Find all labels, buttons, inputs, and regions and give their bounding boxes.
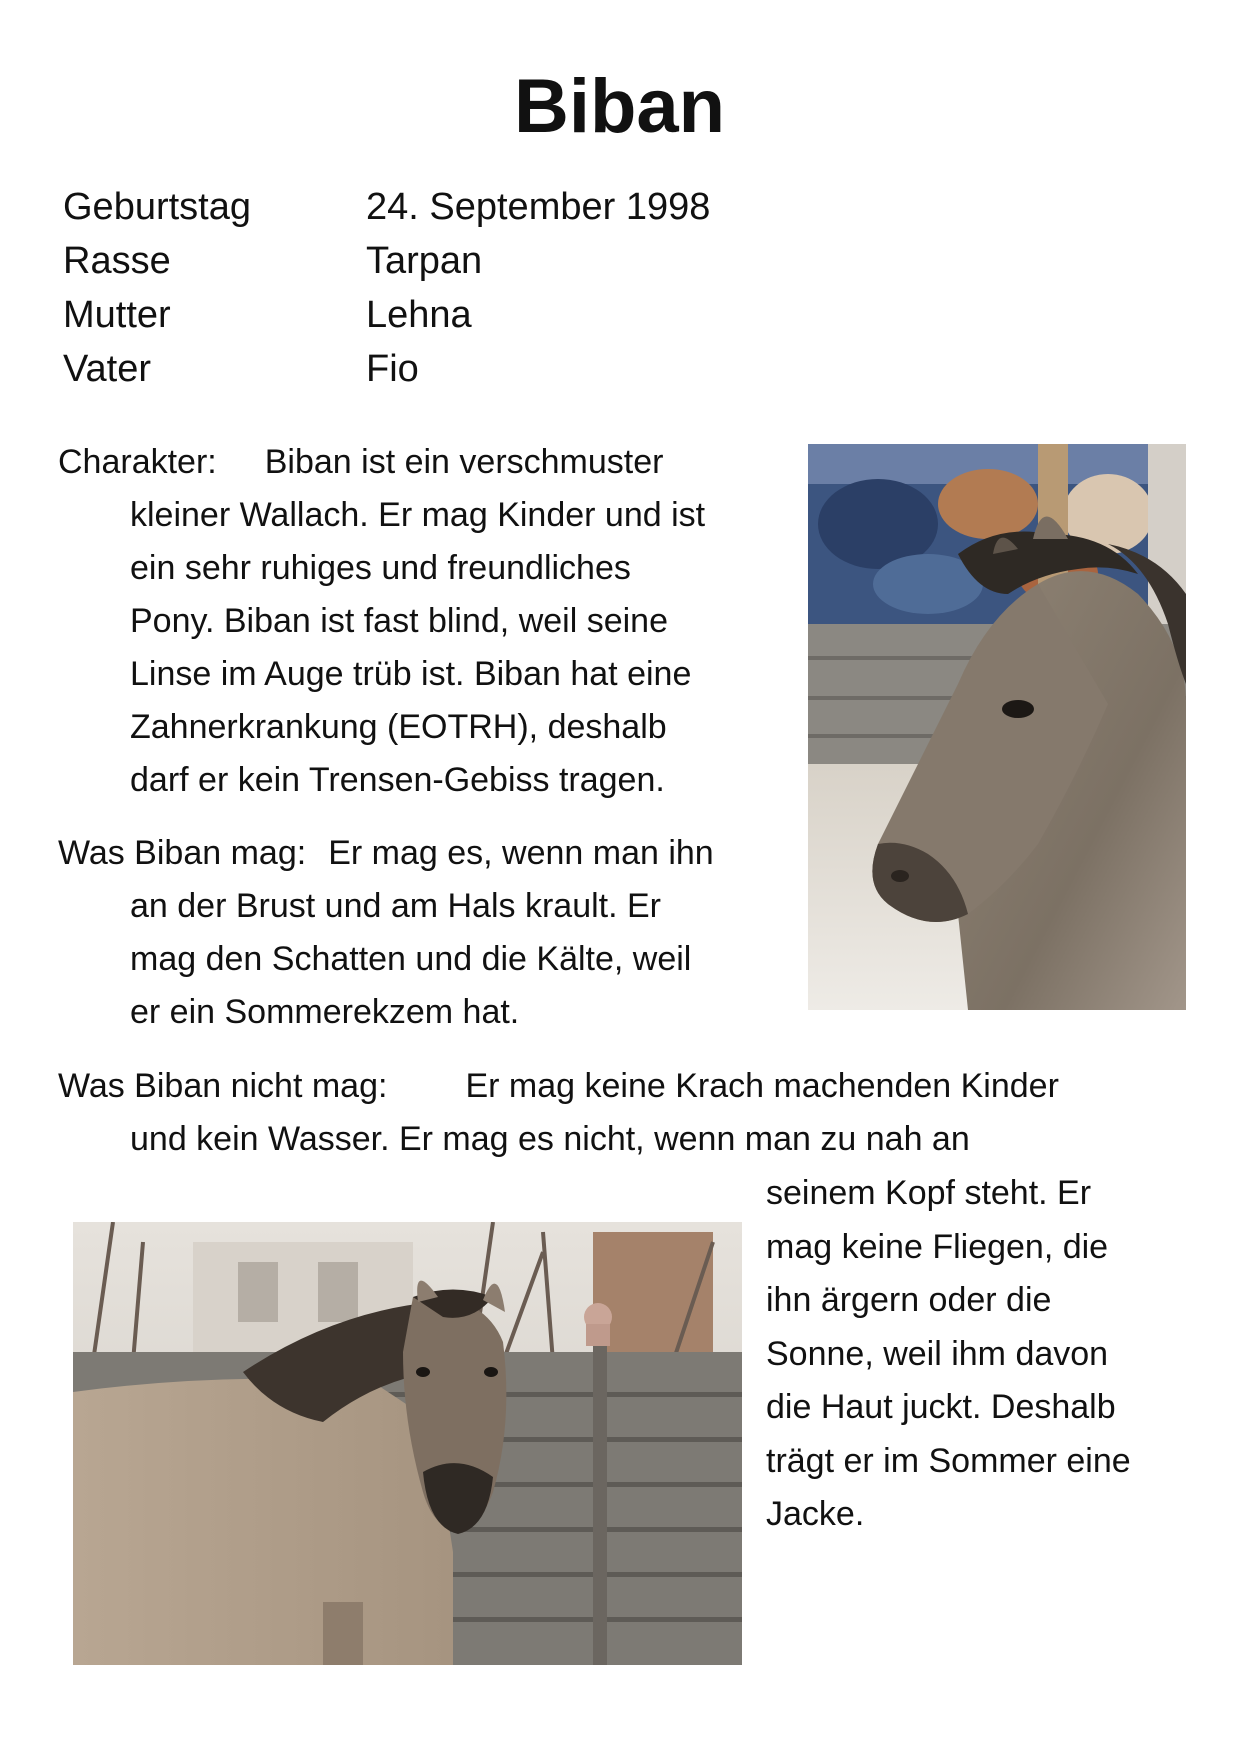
paragraph-line: die Haut juckt. Deshalb <box>766 1388 1116 1426</box>
paragraph-line: ein sehr ruhiges und freundliches <box>130 549 631 587</box>
section-label: Was Biban nicht mag: <box>58 1067 388 1105</box>
pony-head-photo <box>808 444 1186 1010</box>
paragraph-line: Zahnerkrankung (EOTRH), deshalb <box>130 708 667 746</box>
section-label: Was Biban mag: <box>58 834 307 872</box>
paragraph-line: Jacke. <box>766 1495 865 1533</box>
section-label: Charakter: <box>58 443 217 481</box>
section-charakter <box>58 436 705 807</box>
paragraph-line: an der Brust und am Hals krault. Er <box>130 887 662 925</box>
fact-label: Vater <box>63 348 152 390</box>
fact-row-father <box>63 342 710 396</box>
paragraph-line: er ein Sommerekzem hat. <box>130 993 520 1031</box>
paragraph-line: mag keine Fliegen, die <box>766 1227 1109 1266</box>
fact-label: Mutter <box>63 294 171 336</box>
paragraph-line: und kein Wasser. Er mag es nicht, wenn man zu nah an <box>130 1120 970 1158</box>
paragraph-line: Sonne, weil ihm davon <box>766 1334 1109 1373</box>
page-title: Biban <box>513 64 726 149</box>
pony-fence-photo <box>73 1222 742 1665</box>
section-dislikes <box>58 1060 1059 1166</box>
fact-row-birthday <box>63 180 710 234</box>
paragraph-line: trägt er im Sommer eine <box>766 1441 1131 1480</box>
paragraph-line: kleiner Wallach. Er mag Kinder und ist <box>130 496 706 534</box>
section-likes <box>58 827 714 1039</box>
fact-label: Geburtstag <box>63 186 251 228</box>
fact-value: Lehna <box>366 294 472 336</box>
facts-table <box>63 180 710 396</box>
paragraph-line: darf er kein Trensen-Gebiss tragen. <box>130 761 665 799</box>
fact-row-breed <box>63 234 710 288</box>
fact-value: Fio <box>366 348 419 390</box>
fact-label: Rasse <box>63 240 171 282</box>
paragraph-line: Biban ist ein verschmuster <box>264 443 664 481</box>
paragraph-line: mag den Schatten und die Kälte, weil <box>130 940 692 978</box>
paragraph-line: Pony. Biban ist fast blind, weil seine <box>130 602 668 640</box>
paragraph-line: Linse im Auge trüb ist. Biban hat eine <box>130 655 692 693</box>
fact-value: 24. September 1998 <box>366 186 711 228</box>
paragraph-line: ihn ärgern oder die <box>766 1281 1052 1319</box>
paragraph-line: Er mag keine Krach machenden Kinder <box>465 1067 1059 1105</box>
fact-value: Tarpan <box>366 240 483 282</box>
paragraph-line: Er mag es, wenn man ihn <box>328 834 714 872</box>
paragraph-line: seinem Kopf steht. Er <box>766 1174 1092 1212</box>
fact-row-mother <box>63 288 710 342</box>
dislikes-wrapped-text <box>766 1167 1131 1542</box>
